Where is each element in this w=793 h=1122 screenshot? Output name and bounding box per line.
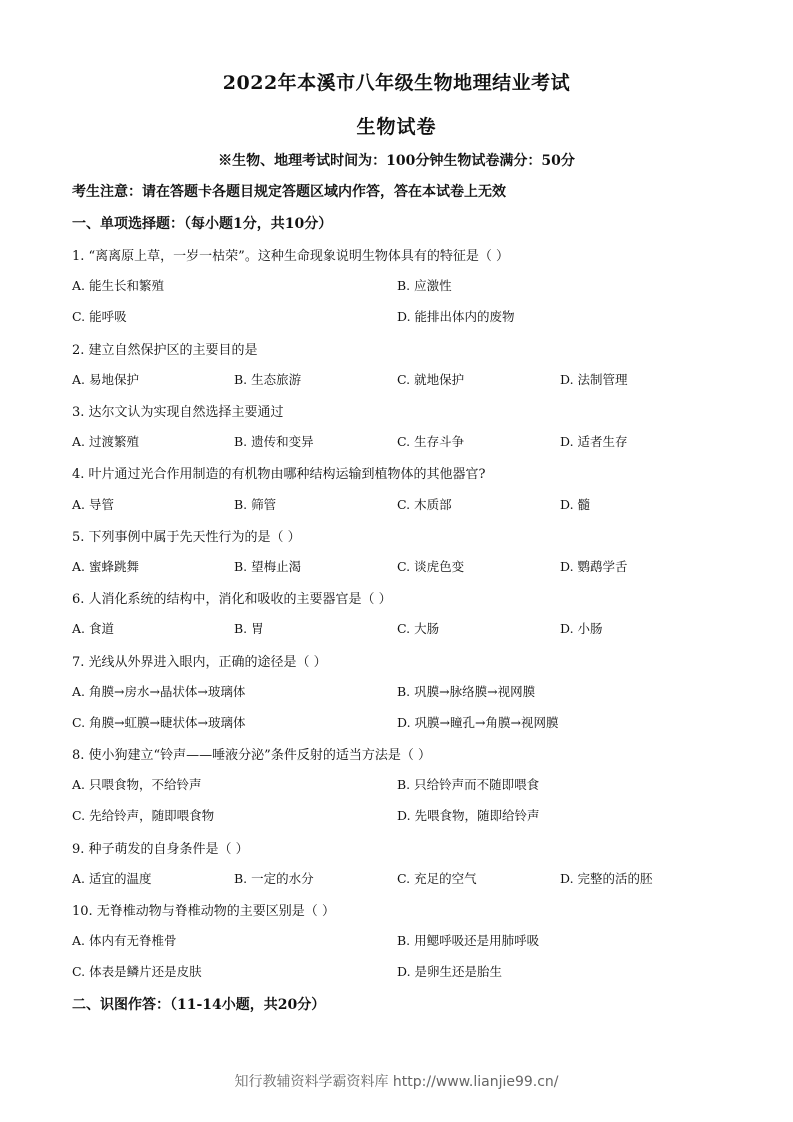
question-1-option-d: D. 能排出体内的废物 xyxy=(397,309,515,324)
question-2-stem: 2. 建立自然保护区的主要目的是 xyxy=(72,343,258,358)
question-7-option-a: A. 角膜→房水→晶状体→玻璃体 xyxy=(72,684,246,699)
question-5-stem: 5. 下列事例中属于先天性行为的是（ ） xyxy=(72,530,301,545)
question-7-option-d: D. 巩膜→瞳孔→角膜→视网膜 xyxy=(397,715,559,730)
question-9-option-d: D. 完整的活的胚 xyxy=(560,871,653,886)
question-6-stem: 6. 人消化系统的结构中，消化和吸收的主要器官是（ ） xyxy=(72,592,392,607)
question-6-option-b: B. 胃 xyxy=(234,621,264,636)
question-3-option-a: A. 过渡繁殖 xyxy=(72,434,139,449)
exam-title: 2022年本溪市八年级生物地理结业考试 xyxy=(222,72,571,94)
question-10-option-b: B. 用鳃呼吸还是用肺呼吸 xyxy=(397,933,540,948)
candidate-notice: 考生注意：请在答题卡各题目规定答题区域内作答，答在本试卷上无效 xyxy=(72,184,506,200)
question-3-option-b: B. 遗传和变异 xyxy=(234,434,314,449)
question-1-option-a: A. 能生长和繁殖 xyxy=(72,278,164,293)
question-8-option-d: D. 先喂食物，随即给铃声 xyxy=(397,808,540,823)
footer-watermark: 知行教辅资料学霸资料库 http://www.lianjie99.cn/ xyxy=(234,1074,559,1090)
question-9-option-b: B. 一定的水分 xyxy=(234,871,314,886)
paper-subtitle: 生物试卷 xyxy=(356,116,437,138)
question-10-option-d: D. 是卵生还是胎生 xyxy=(397,964,503,979)
question-8-option-b: B. 只给铃声而不随即喂食 xyxy=(397,777,540,792)
question-8-option-a: A. 只喂食物，不给铃声 xyxy=(72,777,202,792)
question-4-stem: 4. 叶片通过光合作用制造的有机物由哪种结构运输到植物体的其他器官? xyxy=(72,467,486,482)
question-4-option-b: B. 筛管 xyxy=(234,497,277,512)
question-9-stem: 9. 种子萌发的自身条件是（ ） xyxy=(72,842,249,857)
question-1-option-c: C. 能呼吸 xyxy=(72,309,127,324)
question-1-stem: 1. “离离原上草，一岁一枯荣”。这种生命现象说明生物体具有的特征是（ ） xyxy=(72,249,509,264)
question-8-stem: 8. 使小狗建立“铃声——唾液分泌”条件反射的适当方法是（ ） xyxy=(72,748,431,763)
question-8-option-c: C. 先给铃声，随即喂食物 xyxy=(72,808,215,823)
question-7-stem: 7. 光线从外界进入眼内，正确的途径是（ ） xyxy=(72,655,327,670)
question-1-option-b: B. 应激性 xyxy=(397,278,452,293)
question-7-option-c: C. 角膜→虹膜→睫状体→玻璃体 xyxy=(72,715,246,730)
question-6-option-a: A. 食道 xyxy=(72,621,114,636)
question-2-option-b: B. 生态旅游 xyxy=(234,372,302,387)
question-5-option-b: B. 望梅止渴 xyxy=(234,559,302,574)
question-6-option-c: C. 大肠 xyxy=(397,621,440,636)
question-9-option-a: A. 适宜的温度 xyxy=(72,871,152,886)
question-5-option-a: A. 蜜蜂跳舞 xyxy=(72,559,139,574)
section-heading-1: 一、单项选择题：（每小题1分，共10分） xyxy=(72,216,333,232)
question-4-option-c: C. 木质部 xyxy=(397,497,452,512)
question-10-option-c: C. 体表是鳞片还是皮肤 xyxy=(72,964,202,979)
question-4-option-d: D. 髓 xyxy=(560,497,591,512)
question-5-option-d: D. 鹦鹉学舌 xyxy=(560,559,628,574)
question-2-option-d: D. 法制管理 xyxy=(560,372,628,387)
question-7-option-b: B. 巩膜→脉络膜→视网膜 xyxy=(397,684,536,699)
question-10-stem: 10. 无脊椎动物与脊椎动物的主要区别是（ ） xyxy=(72,904,335,919)
question-2-option-a: A. 易地保护 xyxy=(72,372,139,387)
question-3-option-d: D. 适者生存 xyxy=(560,434,628,449)
question-9-option-c: C. 充足的空气 xyxy=(397,871,477,886)
exam-info: ※生物、地理考试时间为：100分钟生物试卷满分：50分 xyxy=(218,153,575,169)
question-3-stem: 3. 达尔文认为实现自然选择主要通过 xyxy=(72,405,284,420)
section-heading-2: 二、识图作答：（11-14小题，共20分） xyxy=(72,997,326,1013)
question-10-option-a: A. 体内有无脊椎骨 xyxy=(72,933,177,948)
question-3-option-c: C. 生存斗争 xyxy=(397,434,465,449)
question-4-option-a: A. 导管 xyxy=(72,497,114,512)
question-5-option-c: C. 谈虎色变 xyxy=(397,559,465,574)
question-2-option-c: C. 就地保护 xyxy=(397,372,465,387)
question-6-option-d: D. 小肠 xyxy=(560,621,603,636)
